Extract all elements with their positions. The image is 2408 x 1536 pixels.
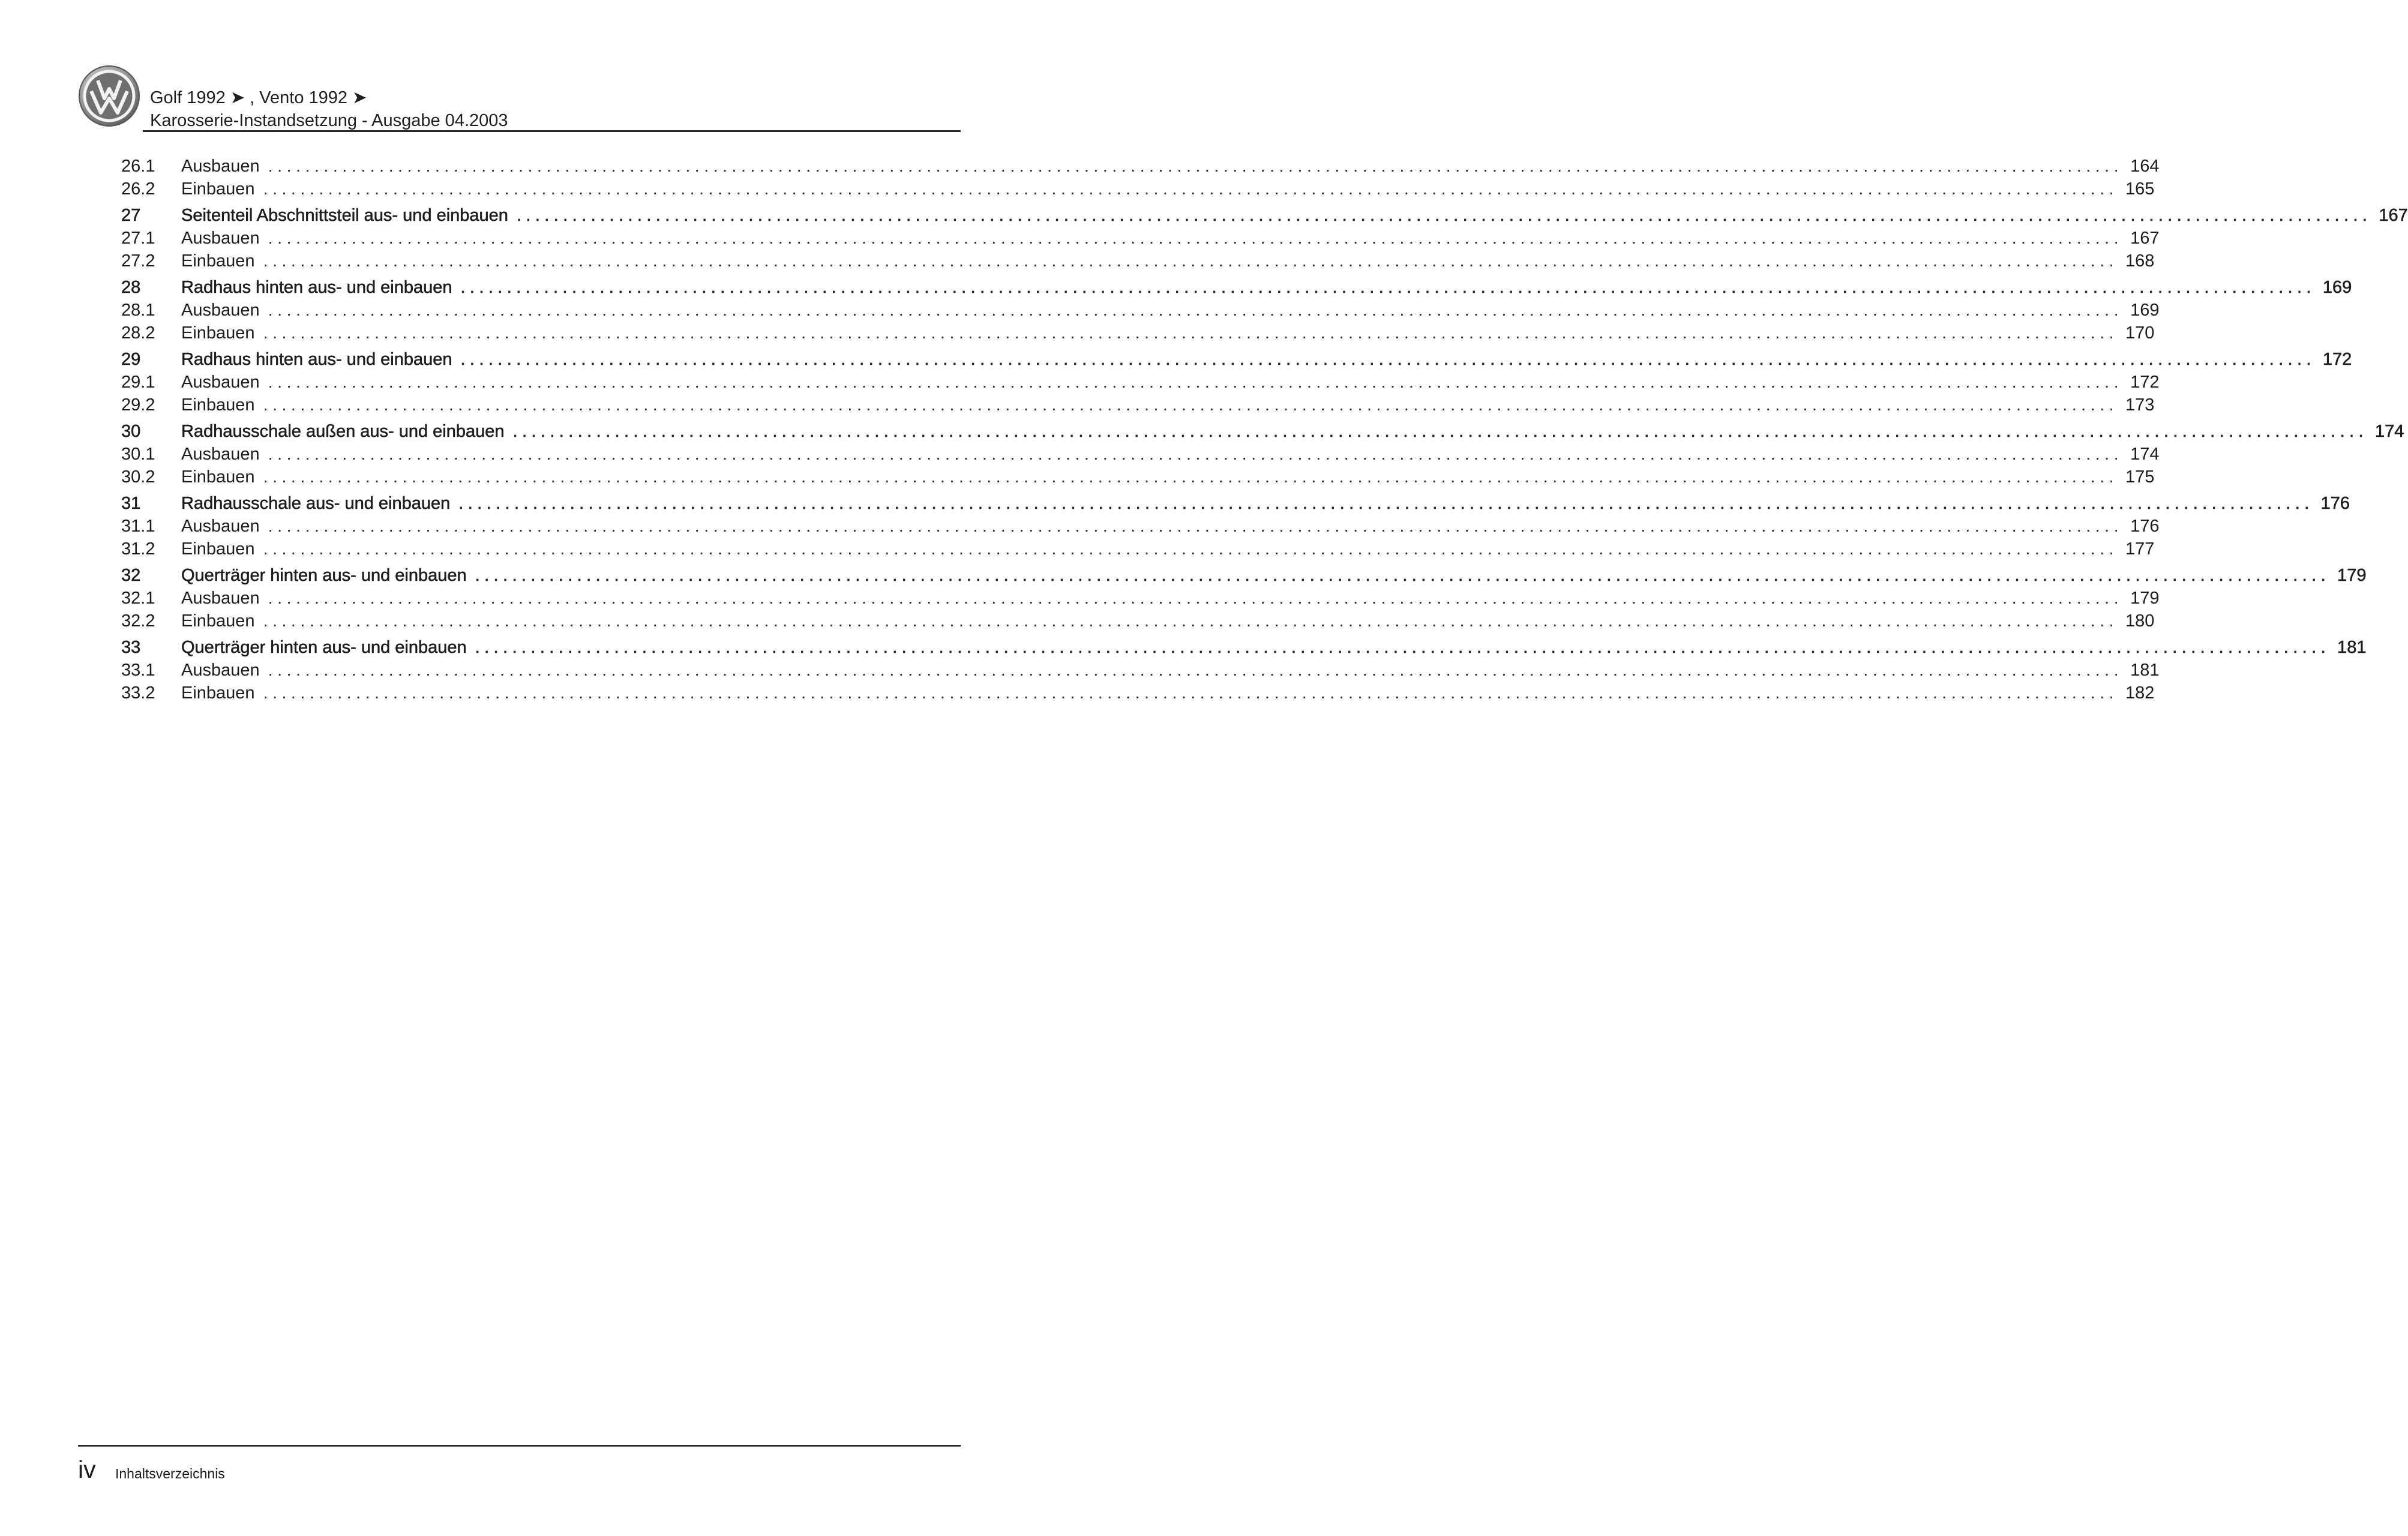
toc-page-number: 169 <box>2130 301 2160 320</box>
toc-entry-row[interactable] <box>121 537 2155 560</box>
dot-leader: ........................................................................................................................................................................................................ <box>268 157 2124 176</box>
toc-entry-row[interactable] <box>121 154 2160 177</box>
dot-leader: ........................................................................................................................................................................................................ <box>268 517 2124 536</box>
toc-title: Radhausschale aus- und einbauen <box>181 494 451 513</box>
toc-number: 31.1 <box>121 517 155 536</box>
toc-page-number: 181 <box>2130 661 2160 680</box>
toc-entry-row[interactable] <box>121 321 2155 344</box>
toc-title: Radhaus hinten aus- und einbauen <box>181 278 452 297</box>
toc-title: Ausbauen <box>181 301 260 320</box>
toc-number: 28.2 <box>121 323 155 343</box>
toc-page-number: 182 <box>2125 683 2155 703</box>
toc-chapter-row[interactable] <box>121 344 2352 370</box>
toc-title: Seitenteil Abschnittsteil aus- und einbauen <box>181 206 508 225</box>
dot-leader: ........................................................................................................................................................................................................ <box>268 373 2124 392</box>
toc-page-number: 179 <box>2130 589 2160 608</box>
toc-entry-row[interactable] <box>121 393 2155 416</box>
dot-leader: ........................................................................................................................................................................................................ <box>268 661 2124 680</box>
toc-title: Einbauen <box>181 539 255 559</box>
toc-entry-row[interactable] <box>121 442 2160 465</box>
toc-number: 27 <box>121 206 141 225</box>
toc-page-number: 177 <box>2125 539 2155 559</box>
page-number: iv <box>78 1456 96 1483</box>
toc-chapter-row[interactable] <box>121 416 2404 442</box>
dot-leader: ........................................................................................................................................................................................................ <box>263 323 2118 343</box>
dot-leader: ........................................................................................................................................................................................................ <box>460 278 2316 297</box>
toc-number: 31.2 <box>121 539 155 559</box>
dot-leader: ........................................................................................................................................................................................................ <box>263 467 2118 487</box>
toc-page-number: 168 <box>2125 251 2155 271</box>
dot-leader: ........................................................................................................................................................................................................ <box>460 350 2316 369</box>
footer-label: Inhaltsverzeichnis <box>115 1466 225 1481</box>
toc-page-number: 174 <box>2374 422 2404 441</box>
toc-title: Querträger hinten aus- und einbauen <box>181 566 467 585</box>
toc-page-number: 172 <box>2130 373 2160 392</box>
toc-number: 32.1 <box>121 589 155 608</box>
toc-chapter-row[interactable] <box>121 560 2367 586</box>
toc-entry-row[interactable] <box>121 681 2155 704</box>
toc-title: Querträger hinten aus- und einbauen <box>181 638 467 657</box>
toc-page-number: 172 <box>2322 350 2352 369</box>
dot-leader: ........................................................................................................................................................................................................ <box>263 179 2118 199</box>
dot-leader: ........................................................................................................................................................................................................ <box>263 611 2118 631</box>
toc-title: Einbauen <box>181 323 255 343</box>
toc-number: 33 <box>121 638 141 657</box>
toc-title: Ausbauen <box>181 373 260 392</box>
toc-entry-row[interactable] <box>121 658 2160 681</box>
toc-title: Einbauen <box>181 251 255 271</box>
toc-page-number: 179 <box>2337 566 2367 585</box>
dot-leader: ........................................................................................................................................................................................................ <box>263 683 2118 703</box>
table-of-contents <box>121 154 2408 704</box>
toc-title: Einbauen <box>181 467 255 487</box>
toc-number: 30.2 <box>121 467 155 487</box>
toc-number: 29 <box>121 350 141 369</box>
toc-number: 29.1 <box>121 373 155 392</box>
toc-entry-row[interactable] <box>121 586 2160 609</box>
dot-leader: ........................................................................................................................................................................................................ <box>263 395 2118 415</box>
toc-page-number: 176 <box>2320 494 2350 513</box>
toc-entry-row[interactable] <box>121 298 2160 321</box>
toc-number: 31 <box>121 494 141 513</box>
toc-title: Radhausschale außen aus- und einbauen <box>181 422 505 441</box>
document-subtitle: Karosserie-Instandsetzung - Ausgabe 04.2003 <box>150 111 508 130</box>
dot-leader: ........................................................................................................................................................................................................ <box>475 638 2331 657</box>
toc-number: 28.1 <box>121 301 155 320</box>
toc-title: Einbauen <box>181 179 255 199</box>
toc-entry-row[interactable] <box>121 177 2155 200</box>
toc-number: 33.1 <box>121 661 155 680</box>
dot-leader: ........................................................................................................................................................................................................ <box>263 539 2118 559</box>
toc-number: 30 <box>121 422 141 441</box>
toc-page-number: 174 <box>2130 445 2160 464</box>
toc-number: 27.1 <box>121 229 155 248</box>
header-divider <box>143 130 961 132</box>
toc-number: 32 <box>121 566 141 585</box>
toc-title: Radhaus hinten aus- und einbauen <box>181 350 452 369</box>
toc-chapter-row[interactable] <box>121 488 2350 514</box>
toc-number: 26.2 <box>121 179 155 199</box>
vw-logo-icon <box>78 65 140 127</box>
dot-leader: ........................................................................................................................................................................................................ <box>268 445 2124 464</box>
toc-chapter-row[interactable] <box>121 272 2352 298</box>
toc-title: Einbauen <box>181 611 255 631</box>
toc-page-number: 176 <box>2130 517 2160 536</box>
toc-number: 29.2 <box>121 395 155 415</box>
toc-title: Ausbauen <box>181 517 260 536</box>
toc-entry-row[interactable] <box>121 514 2160 537</box>
toc-number: 32.2 <box>121 611 155 631</box>
dot-leader: ........................................................................................................................................................................................................ <box>268 229 2124 248</box>
dot-leader: ........................................................................................................................................................................................................ <box>268 301 2124 320</box>
footer-divider <box>78 1445 961 1447</box>
toc-entry-row[interactable] <box>121 465 2155 488</box>
toc-number: 28 <box>121 278 141 297</box>
toc-chapter-row[interactable] <box>121 632 2367 658</box>
dot-leader: ........................................................................................................................................................................................................ <box>458 494 2314 513</box>
dot-leader: ........................................................................................................................................................................................................ <box>475 566 2331 585</box>
toc-page-number: 169 <box>2322 278 2352 297</box>
toc-page-number: 175 <box>2125 467 2155 487</box>
toc-page-number: 170 <box>2125 323 2155 343</box>
toc-page-number: 167 <box>2379 206 2408 225</box>
toc-title: Ausbauen <box>181 229 260 248</box>
toc-page-number: 167 <box>2130 229 2160 248</box>
dot-leader: ........................................................................................................................................................................................................ <box>516 206 2372 225</box>
toc-title: Ausbauen <box>181 157 260 176</box>
toc-title: Ausbauen <box>181 589 260 608</box>
toc-entry-row[interactable] <box>121 370 2160 393</box>
toc-chapter-row[interactable] <box>121 200 2408 226</box>
toc-number: 27.2 <box>121 251 155 271</box>
toc-title: Einbauen <box>181 395 255 415</box>
toc-number: 33.2 <box>121 683 155 703</box>
toc-title: Ausbauen <box>181 445 260 464</box>
document-title: Golf 1992 ➤ , Vento 1992 ➤ <box>150 88 367 107</box>
toc-page-number: 181 <box>2337 638 2367 657</box>
toc-page-number: 173 <box>2125 395 2155 415</box>
toc-number: 30.1 <box>121 445 155 464</box>
dot-leader: ........................................................................................................................................................................................................ <box>268 589 2124 608</box>
dot-leader: ........................................................................................................................................................................................................ <box>512 422 2368 441</box>
toc-page-number: 165 <box>2125 179 2155 199</box>
toc-title: Ausbauen <box>181 661 260 680</box>
toc-page-number: 180 <box>2125 611 2155 631</box>
toc-page-number: 164 <box>2130 157 2160 176</box>
toc-number: 26.1 <box>121 157 155 176</box>
toc-entry-row[interactable] <box>121 609 2155 632</box>
toc-title: Einbauen <box>181 683 255 703</box>
toc-entry-row[interactable] <box>121 226 2160 249</box>
dot-leader: ........................................................................................................................................................................................................ <box>263 251 2118 271</box>
toc-entry-row[interactable] <box>121 249 2155 272</box>
